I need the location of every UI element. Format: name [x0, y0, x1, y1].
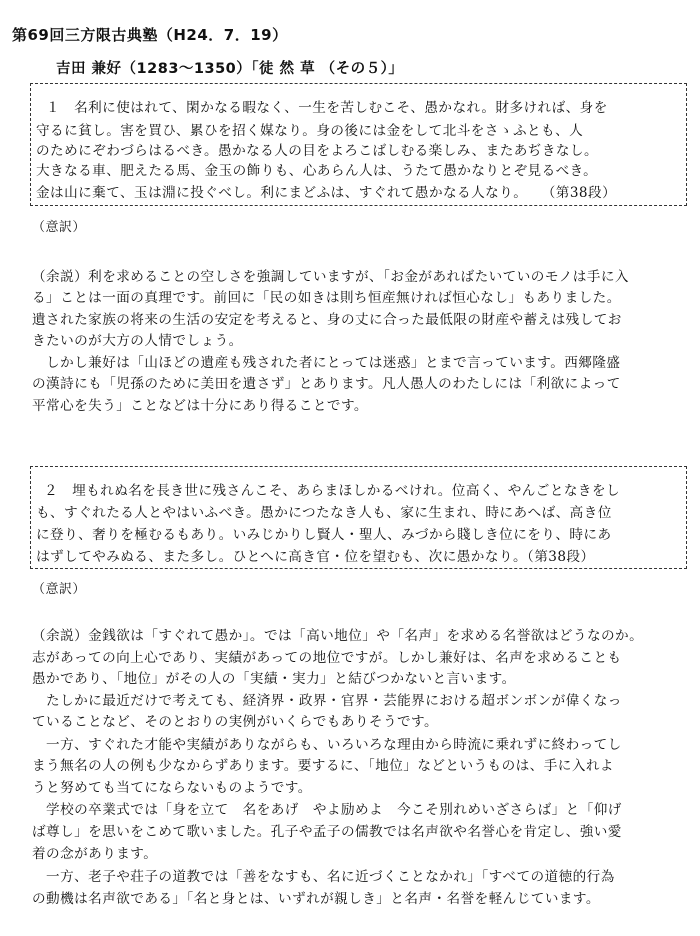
passage-2-line: も、すぐれたる人とやはいふべき。愚かにつたなき人も、家に生まれ、時にあへば、高き位 — [36, 505, 612, 521]
page-title: 第69回三方限古典塾（H24．7．19） — [12, 26, 288, 44]
passage-1-line: １ 名利に使はれて、閑かなる暇なく、一生を苦しむこそ、愚かなれ。財多ければ、身を — [46, 100, 608, 116]
commentary-1-line: （余説）利を求めることの空しさを強調していますが、「お金があればたいていのモノは手に入 — [32, 269, 629, 285]
translation-label-2: （意訳） — [32, 582, 86, 597]
passage-1-line: 大きなる車、肥えたる馬、金玉の飾りも、心あらん人は、うたて愚かなりとぞ見るべき。 — [36, 163, 598, 179]
passage-1-line: 守るに貧し。害を買ひ、累ひを招く媒なり。身の後には金をして北斗をさゝふとも、人 — [36, 123, 584, 139]
commentary-2-line: うと努めても当てにならないものようです。 — [32, 780, 312, 796]
commentary-2-line: ていることなど、そのとおりの実例がいくらでもありそうです。 — [32, 714, 439, 730]
commentary-2-line: の動機は名声欲である」「名と身とは、いずれが親しき」と名声・名誉を軽んじています。 — [32, 891, 600, 907]
passage-2-line: ２ 埋もれぬ名を長き世に残さんこそ、あらまほしかるべけれ。位高く、やんごとなきをし — [44, 483, 621, 499]
commentary-2-line: 愚かであり、「地位」がその人の「実績・実力」と結びつかないと言います。 — [32, 671, 516, 687]
commentary-2-line: 一方、すぐれた才能や実績がありながらも、いろいろな理由から時流に乗れずに終わってし — [32, 737, 622, 753]
translation-label-1: （意訳） — [32, 220, 86, 235]
commentary-1-line: 平常心を失う」ことなどは十分にあり得ることです。 — [32, 398, 368, 414]
commentary-1-line: きたいのが大方の人情でしょう。 — [32, 333, 243, 349]
page-subtitle: 吉田 兼好（1283～1350）「徒 然 草 （その５）」 — [56, 61, 404, 77]
commentary-2-line: （余説）金銭欲は「すぐれて愚か」。では「高い地位」や「名声」を求める名誉欲はどうなのか。 — [32, 628, 644, 644]
commentary-2-line: 着の念があります。 — [32, 846, 158, 862]
commentary-1-line: の漢詩にも「児孫のために美田を遺さず」とあります。凡人愚人のわたしには「利欲によって — [32, 376, 621, 392]
commentary-2-line: ば尊し」を思いをこめて歌いました。孔子や孟子の儒教では名声欲や名誉心を肯定し、強い愛 — [32, 824, 622, 840]
commentary-2-line: 学校の卒業式では「身を立て 名をあげ やよ励めよ 今こそ別れめいざさらば」と「仰げ — [32, 802, 622, 818]
commentary-1-line: る」ことは一面の真理です。前回に「民の如きは則ち恒産無ければ恒心なし」もありました。 — [32, 290, 621, 306]
commentary-2-line: 志があっての向上心であり、実績があっての地位ですが。しかし兼好は、名声を求めることも — [32, 650, 622, 666]
commentary-2-line: まう無名の人の例も少なからずあります。要するに、「地位」などというものは、手に入れよ — [32, 758, 614, 774]
commentary-2-line: たしかに最近だけで考えても、経済界・政界・官界・芸能界における超ボンボンが偉くなっ — [32, 693, 622, 709]
passage-2-line: はずしてやみぬる、また多し。ひとへに高き官・位を望むも、次に愚かなり。（第38段） — [36, 549, 595, 565]
passage-1-line: のためにぞわづらはるべき。愚かなる人の目をよろこばしむる楽しみ、またあぢきなし。 — [36, 143, 599, 159]
commentary-2-line: 一方、老子や荘子の道教では「善をなすも、名に近づくことなかれ」「すべての道徳的行為 — [32, 869, 615, 885]
passage-1-line: 金は山に棄て、玉は淵に投ぐべし。利にまどふは、すぐれて愚かなる人なり。 （第38段） — [36, 185, 617, 201]
commentary-1-line: 遺された家族の将来の生活の安定を考えると、身の丈に合った最低限の財産や蓄えは残してお — [32, 312, 622, 328]
passage-2-line: に登り、奢りを極むるもあり。いみじかりし賢人・聖人、みづから賤しき位にをり、時にあ — [36, 527, 612, 543]
commentary-1-line: しかし兼好は「山ほどの遺産も残された者にとっては迷惑」とまで言っています。西郷隆盛 — [32, 355, 621, 371]
